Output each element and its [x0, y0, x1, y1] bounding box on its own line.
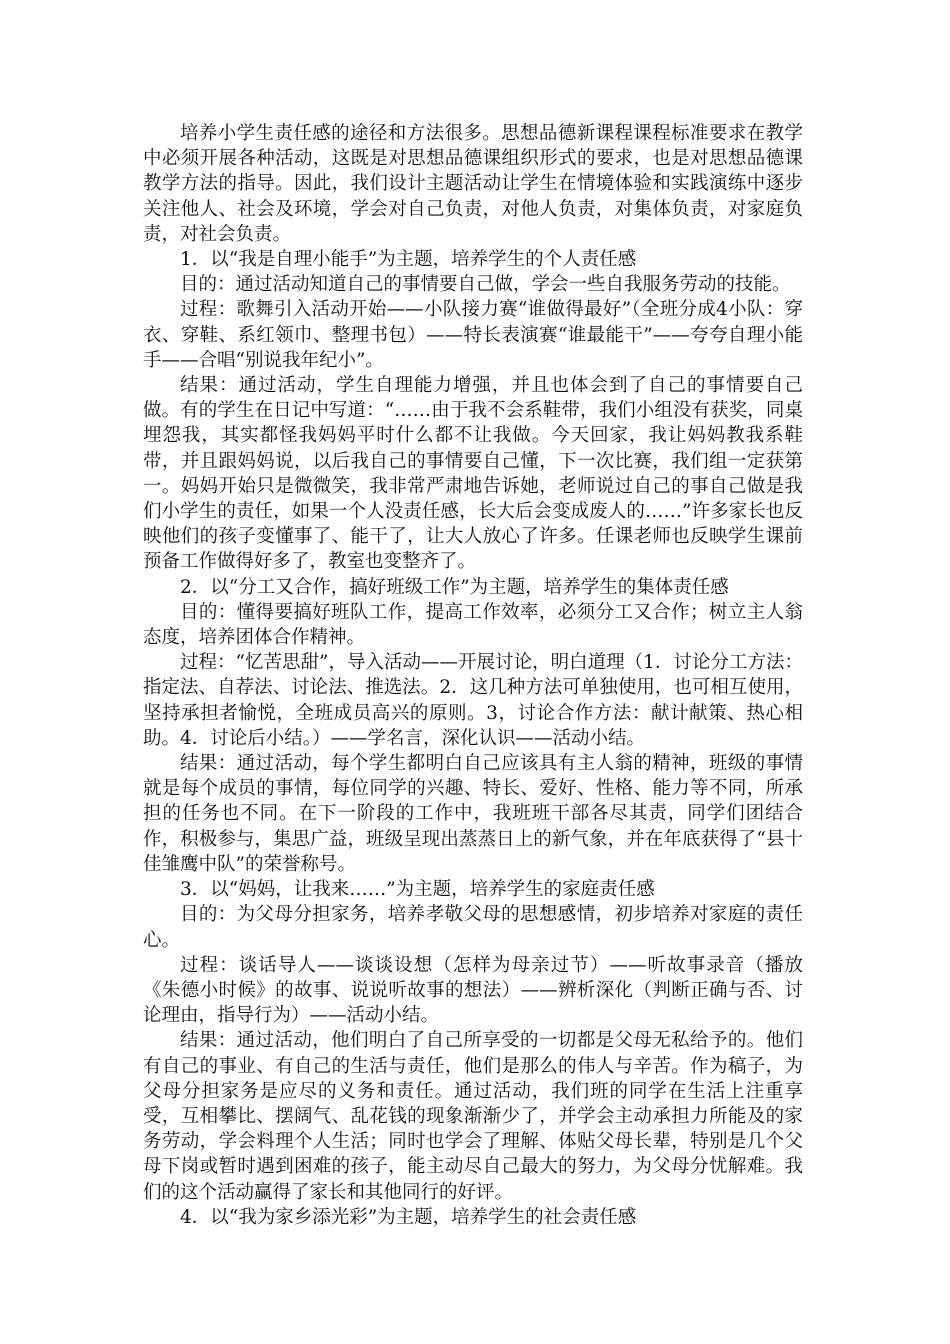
section-heading-1: 1．以“我是自理小能手”为主题，培养学生的个人责任感	[180, 249, 637, 271]
section-1-result: 结果：通过活动，学生自理能力增强，并且也体会到了自己的事情要自己做。有的学生在日记中写道：“……由于我不会系鞋带，我们小组没有获奖，同桌埋怨我，其实都怪我妈妈平时什么都不让我做。今天回家，我让妈妈教我系鞋带，并且跟妈妈说，以后我自己的事情要自己懂，下一次比赛，我们组一定获第一。妈妈开始只是微微笑，我非常严肃地告诉她，老师说过自己的事自己做是我们小学生的责任，如果一个人没责任感，长大后会变成废人的……”许多家长也反映他们的孩子变懂事了、能干了，让大人放心了许多。任课老师也反映学生课前预备工作做得好多了，教室也变整齐了。	[143, 375, 803, 573]
section-3-result: 结果：通过活动，他们明白了自己所享受的一切都是父母无私给予的。他们有自己的事业、有自己的生活与责任，他们是那么的伟人与辛苦。作为稿子，为父母分担家务是应尽的义务和责任。通过活动，我们班的同学在生活上注重享受，互相攀比、摆阔气、乱花钱的现象渐渐少了，并学会主动承担力所能及的家务劳动，学会料理个人生活；同时也学会了理解、体贴父母长辈，特别是几个父母下岗或暂时遇到困难的孩子，能主动尽自己最大的努力，为父母分忧解难。我们的这个活动赢得了家长和其他同行的好评。	[143, 1030, 803, 1203]
section-1-process: 过程：歌舞引入活动开始——小队接力赛“谁做得最好”（全班分成4小队：穿衣、穿鞋、系红领巾、整理书包）——特长表演赛“谁最能干”——夸夸自理小能手——合唱“别说我年纪小”。	[143, 299, 803, 371]
section-3-process: 过程：谈话导人——谈谈设想（怎样为母亲过节）——听故事录音（播放《朱德小时候》的故事、说说听故事的想法）——辨析深化（判断正确与否、讨论理由，指导行为）——活动小结。	[143, 954, 803, 1027]
document-body	[143, 121, 803, 1230]
section-heading-3: 3．以“妈妈，让我来……”为主题，培养学生的家庭责任感	[180, 879, 655, 901]
section-1-purpose: 目的：通过活动知道自己的事情要自己做，学会一些自我服务劳动的技能。	[180, 274, 791, 296]
section-2-purpose: 目的：懂得要搞好班队工作，提高工作效率，必须分工又合作；树立主人翁态度，培养团体合作精神。	[143, 601, 803, 649]
section-2-result: 结果：通过活动，每个学生都明白自己应该具有主人翁的精神，班级的事情就是每个成员的事情，每位同学的兴趣、特长、爱好、性格、能力等不同，所承担的任务也不同。在下一阶段的工作中，我班班干部各尽其责，同学们团结合作，积极参与，集思广益，班级呈现出蒸蒸日上的新气象，并在年底获得了“县十佳雏鹰中队”的荣誉称号。	[143, 753, 803, 875]
section-2-process: 过程：“忆苦思甜”，导入活动——开展讨论，明白道理（1．讨论分工方法：指定法、自荐法、讨论法、推选法。2．这几种方法可单独使用，也可相互使用，坚持承担者愉悦，全班成员高兴的原则。3，讨论合作方法：献计献策、热心相助。4．讨论后小结。）——学名言，深化认识——活动小结。	[143, 652, 803, 749]
section-heading-2: 2．以“分工又合作，搞好班级工作”为主题，培养学生的集体责任感	[180, 576, 729, 598]
section-3-purpose: 目的：为父母分担家务，培养孝敬父母的思想感情，初步培养对家庭的责任心。	[143, 904, 803, 951]
intro-paragraph: 培养小学生责任感的途径和方法很多。思想品德新课程课程标准要求在教学中必须开展各种活动，这既是对思想品德课组织形式的要求，也是对思想品德课教学方法的指导。因此，我们设计主题活动让学生在情境体验和实践演练中逐步关注他人、社会及环境，学会对自己负责，对他人负责，对集体负责，对家庭负责，对社会负责。	[143, 123, 803, 245]
section-heading-4: 4．以“我为家乡添光彩”为主题，培养学生的社会责任感	[180, 1206, 637, 1228]
